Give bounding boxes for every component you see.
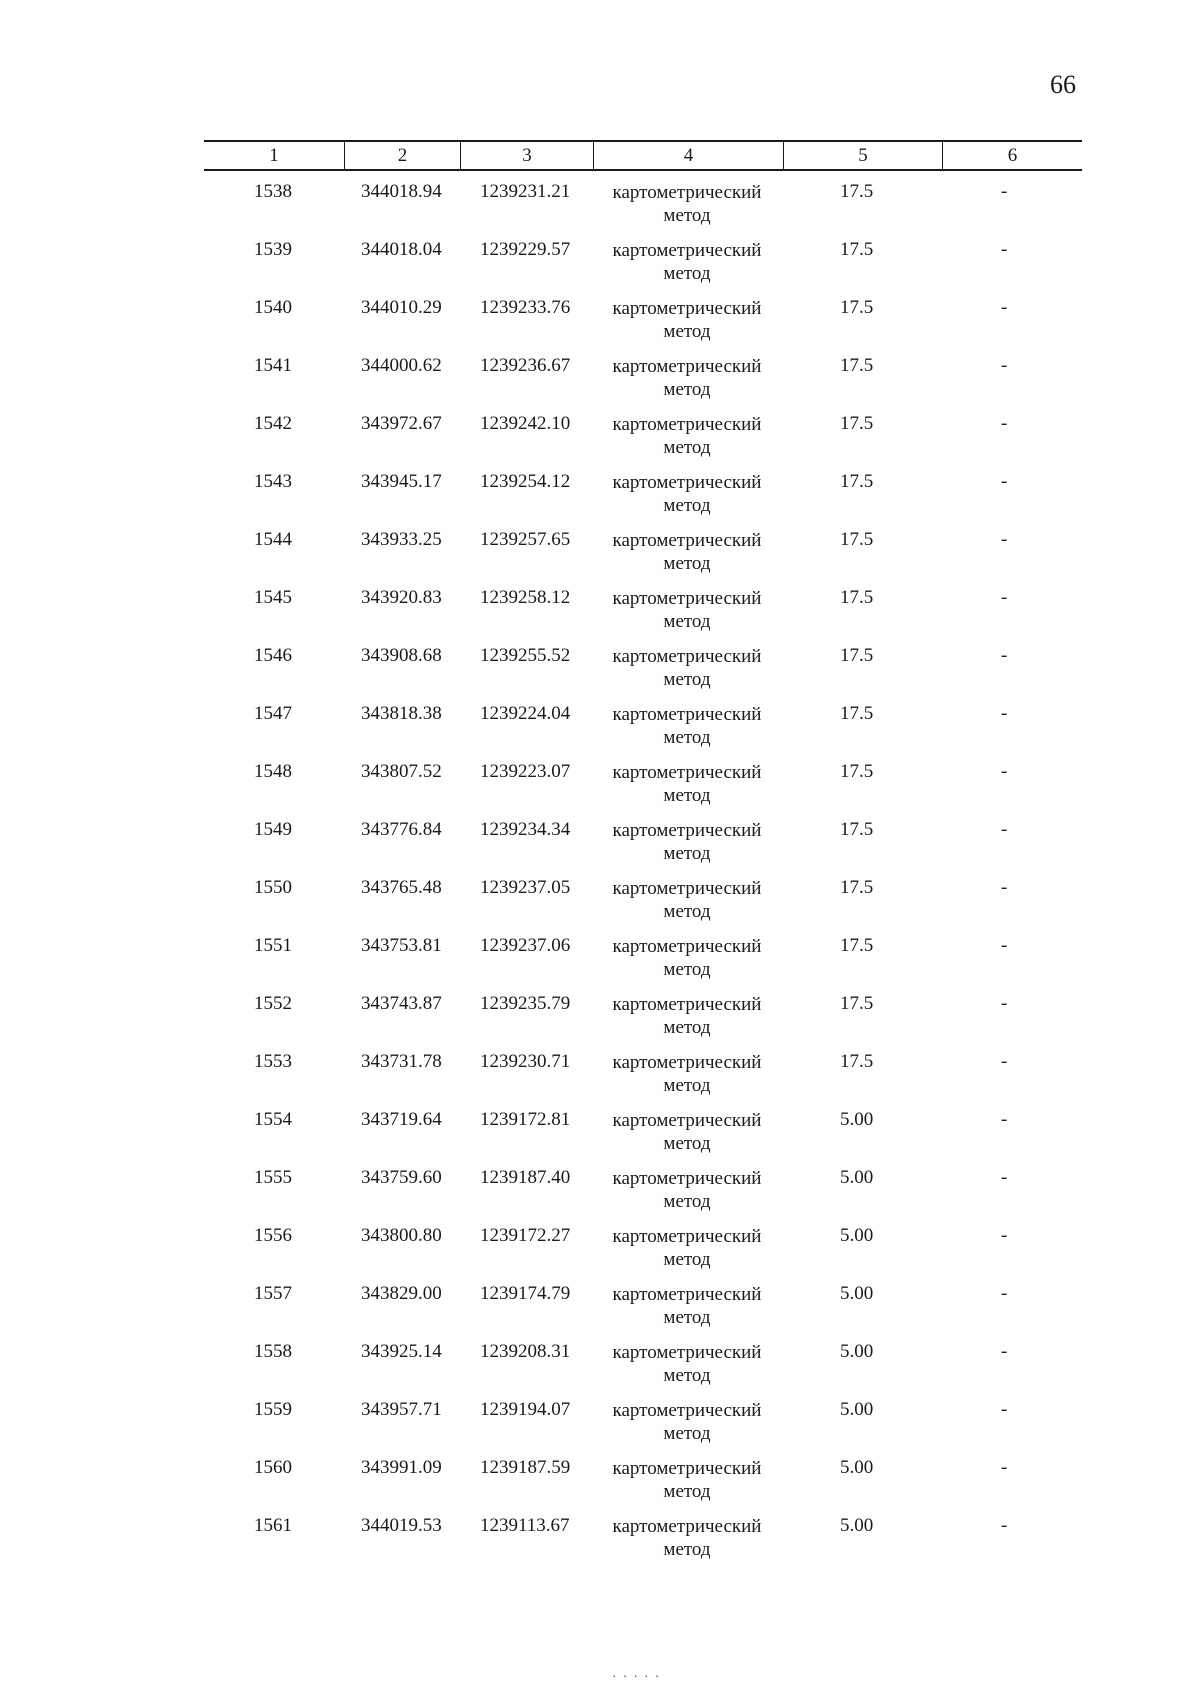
method-line-1: картометрический xyxy=(612,994,762,1015)
note-cell: - xyxy=(1001,935,1008,956)
method-line-2: метод xyxy=(663,553,711,574)
table-row xyxy=(204,819,1082,877)
accuracy-cell: 17.5 xyxy=(840,355,874,376)
method-cell xyxy=(592,1283,782,1329)
accuracy-cell: 17.5 xyxy=(840,587,874,608)
method-cell xyxy=(592,297,782,343)
y-coordinate-cell: 1239230.71 xyxy=(480,1051,571,1072)
point-id-cell: 1542 xyxy=(254,413,292,434)
point-id-cell: 1559 xyxy=(254,1399,292,1420)
method-cell xyxy=(592,587,782,633)
table-row xyxy=(204,1457,1082,1515)
accuracy-cell: 17.5 xyxy=(840,877,874,898)
method-cell xyxy=(592,1515,782,1561)
table-row xyxy=(204,1225,1082,1283)
method-line-1: картометрический xyxy=(612,1110,762,1131)
accuracy-cell: 17.5 xyxy=(840,703,874,724)
method-line-2: метод xyxy=(663,785,711,806)
accuracy-cell: 5.00 xyxy=(840,1515,874,1536)
method-cell xyxy=(592,471,782,517)
table-row xyxy=(204,529,1082,587)
note-cell: - xyxy=(1001,1051,1008,1072)
point-id-cell: 1541 xyxy=(254,355,292,376)
header-cell-5: 5 xyxy=(858,145,868,166)
method-line-2: метод xyxy=(663,843,711,864)
table-row xyxy=(204,239,1082,297)
method-cell xyxy=(592,181,782,227)
note-cell: - xyxy=(1001,877,1008,898)
x-coordinate-cell: 344019.53 xyxy=(361,1515,442,1536)
x-coordinate-cell: 344018.04 xyxy=(361,239,442,260)
x-coordinate-cell: 343731.78 xyxy=(361,1051,442,1072)
accuracy-cell: 17.5 xyxy=(840,239,874,260)
accuracy-cell: 17.5 xyxy=(840,645,874,666)
note-cell: - xyxy=(1001,1167,1008,1188)
y-coordinate-cell: 1239224.04 xyxy=(480,703,571,724)
header-cell-6: 6 xyxy=(1007,145,1018,166)
table-header-row xyxy=(204,140,1082,171)
method-cell xyxy=(592,1225,782,1271)
method-cell xyxy=(592,761,782,807)
table-row xyxy=(204,471,1082,529)
table-row xyxy=(204,355,1082,413)
y-coordinate-cell: 1239174.79 xyxy=(480,1283,571,1304)
accuracy-cell: 17.5 xyxy=(840,935,874,956)
method-line-2: метод xyxy=(663,959,711,980)
x-coordinate-cell: 343743.87 xyxy=(361,993,442,1014)
y-coordinate-cell: 1239194.07 xyxy=(480,1399,571,1420)
method-line-2: метод xyxy=(663,321,711,342)
method-cell xyxy=(592,645,782,691)
method-line-1: картометрический xyxy=(612,1284,762,1305)
y-coordinate-cell: 1239233.76 xyxy=(480,297,571,318)
method-cell xyxy=(592,993,782,1039)
note-cell: - xyxy=(1001,703,1008,724)
point-id-cell: 1546 xyxy=(254,645,292,666)
header-cell-1: 1 xyxy=(269,145,279,166)
page-number: 66 xyxy=(1050,70,1076,99)
x-coordinate-cell: 343776.84 xyxy=(361,819,442,840)
y-coordinate-cell: 1239237.05 xyxy=(480,877,571,898)
accuracy-cell: 5.00 xyxy=(840,1457,874,1478)
x-coordinate-cell: 343719.64 xyxy=(361,1109,442,1130)
point-id-cell: 1545 xyxy=(254,587,292,608)
point-id-cell: 1549 xyxy=(254,819,292,840)
method-line-1: картометрический xyxy=(612,298,762,319)
method-line-1: картометрический xyxy=(612,530,762,551)
x-coordinate-cell: 344018.94 xyxy=(361,181,442,202)
note-cell: - xyxy=(1001,819,1008,840)
note-cell: - xyxy=(1001,587,1008,608)
y-coordinate-cell: 1239235.79 xyxy=(480,993,571,1014)
point-id-cell: 1552 xyxy=(254,993,292,1014)
x-coordinate-cell: 343818.38 xyxy=(361,703,442,724)
note-cell: - xyxy=(1001,761,1008,782)
y-coordinate-cell: 1239208.31 xyxy=(480,1341,571,1362)
scan-artifact-dots: ····· xyxy=(612,1670,666,1685)
table-body xyxy=(204,181,1082,1573)
y-coordinate-cell: 1239254.12 xyxy=(480,471,571,492)
accuracy-cell: 17.5 xyxy=(840,819,874,840)
y-coordinate-cell: 1239172.81 xyxy=(480,1109,571,1130)
x-coordinate-cell: 343957.71 xyxy=(361,1399,442,1420)
header-cell-4: 4 xyxy=(683,145,694,166)
table-row xyxy=(204,1515,1082,1573)
y-coordinate-cell: 1239187.40 xyxy=(480,1167,571,1188)
y-coordinate-cell: 1239237.06 xyxy=(480,935,571,956)
table-row xyxy=(204,181,1082,239)
y-coordinate-cell: 1239258.12 xyxy=(480,587,571,608)
table-row xyxy=(204,1167,1082,1225)
note-cell: - xyxy=(1001,1515,1008,1536)
method-cell xyxy=(592,1341,782,1387)
table-row xyxy=(204,993,1082,1051)
coordinates-table xyxy=(204,140,1082,1560)
x-coordinate-cell: 343920.83 xyxy=(361,587,442,608)
point-id-cell: 1548 xyxy=(254,761,292,782)
table-row xyxy=(204,1399,1082,1457)
method-line-2: метод xyxy=(663,611,711,632)
note-cell: - xyxy=(1001,471,1008,492)
note-cell: - xyxy=(1001,181,1008,202)
method-line-2: метод xyxy=(663,205,711,226)
accuracy-cell: 5.00 xyxy=(840,1283,874,1304)
method-line-2: метод xyxy=(663,437,711,458)
method-line-2: метод xyxy=(663,1075,711,1096)
method-cell xyxy=(592,1399,782,1445)
x-coordinate-cell: 343991.09 xyxy=(361,1457,442,1478)
method-line-1: картометрический xyxy=(612,1458,762,1479)
method-line-2: метод xyxy=(663,1191,711,1212)
method-line-2: метод xyxy=(663,1133,711,1154)
x-coordinate-cell: 343800.80 xyxy=(361,1225,442,1246)
method-line-1: картометрический xyxy=(612,1226,762,1247)
accuracy-cell: 5.00 xyxy=(840,1109,874,1130)
y-coordinate-cell: 1239234.34 xyxy=(480,819,571,840)
x-coordinate-cell: 343829.00 xyxy=(361,1283,442,1304)
point-id-cell: 1557 xyxy=(254,1283,292,1304)
method-line-1: картометрический xyxy=(612,646,762,667)
table-row xyxy=(204,645,1082,703)
x-coordinate-cell: 343765.48 xyxy=(361,877,442,898)
y-coordinate-cell: 1239113.67 xyxy=(480,1515,570,1536)
method-line-1: картометрический xyxy=(612,240,762,261)
accuracy-cell: 5.00 xyxy=(840,1341,874,1362)
note-cell: - xyxy=(1001,645,1008,666)
note-cell: - xyxy=(1001,297,1008,318)
note-cell: - xyxy=(1001,1109,1008,1130)
point-id-cell: 1543 xyxy=(254,471,292,492)
method-line-1: картометрический xyxy=(612,1052,762,1073)
point-id-cell: 1539 xyxy=(254,239,292,260)
note-cell: - xyxy=(1001,1225,1008,1246)
x-coordinate-cell: 343933.25 xyxy=(361,529,442,550)
note-cell: - xyxy=(1001,1457,1008,1478)
method-cell xyxy=(592,935,782,981)
method-line-2: метод xyxy=(663,379,711,400)
method-cell xyxy=(592,355,782,401)
table-row xyxy=(204,1283,1082,1341)
x-coordinate-cell: 343925.14 xyxy=(361,1341,442,1362)
accuracy-cell: 17.5 xyxy=(840,1051,874,1072)
method-cell xyxy=(592,1051,782,1097)
x-coordinate-cell: 343908.68 xyxy=(361,645,442,666)
method-cell xyxy=(592,1457,782,1503)
x-coordinate-cell: 343972.67 xyxy=(361,413,442,434)
x-coordinate-cell: 343807.52 xyxy=(361,761,442,782)
method-line-2: метод xyxy=(663,1423,711,1444)
point-id-cell: 1561 xyxy=(254,1515,292,1536)
note-cell: - xyxy=(1001,355,1008,376)
method-line-2: метод xyxy=(663,1307,711,1328)
accuracy-cell: 5.00 xyxy=(840,1167,874,1188)
table-row xyxy=(204,1109,1082,1167)
accuracy-cell: 17.5 xyxy=(840,181,874,202)
header-cell-3: 3 xyxy=(522,145,532,166)
table-row xyxy=(204,297,1082,355)
method-line-2: метод xyxy=(663,1249,711,1270)
accuracy-cell: 17.5 xyxy=(840,413,874,434)
table-row xyxy=(204,413,1082,471)
table-row xyxy=(204,761,1082,819)
method-line-2: метод xyxy=(663,1481,711,1502)
method-line-2: метод xyxy=(663,1365,711,1386)
y-coordinate-cell: 1239187.59 xyxy=(480,1457,571,1478)
accuracy-cell: 17.5 xyxy=(840,529,874,550)
point-id-cell: 1538 xyxy=(254,181,292,202)
note-cell: - xyxy=(1001,1283,1008,1304)
point-id-cell: 1558 xyxy=(254,1341,292,1362)
note-cell: - xyxy=(1001,993,1008,1014)
method-line-1: картометрический xyxy=(612,936,762,957)
point-id-cell: 1554 xyxy=(254,1109,292,1130)
method-cell xyxy=(592,413,782,459)
point-id-cell: 1556 xyxy=(254,1225,292,1246)
y-coordinate-cell: 1239231.21 xyxy=(480,181,571,202)
method-line-2: метод xyxy=(663,263,711,284)
point-id-cell: 1550 xyxy=(254,877,292,898)
point-id-cell: 1551 xyxy=(254,935,292,956)
accuracy-cell: 17.5 xyxy=(840,471,874,492)
method-cell xyxy=(592,1167,782,1213)
note-cell: - xyxy=(1001,1341,1008,1362)
x-coordinate-cell: 344000.62 xyxy=(361,355,442,376)
note-cell: - xyxy=(1001,413,1008,434)
method-cell xyxy=(592,239,782,285)
point-id-cell: 1553 xyxy=(254,1051,292,1072)
y-coordinate-cell: 1239223.07 xyxy=(480,761,571,782)
method-line-2: метод xyxy=(663,1539,711,1560)
point-id-cell: 1540 xyxy=(254,297,292,318)
point-id-cell: 1544 xyxy=(254,529,292,550)
table-row xyxy=(204,587,1082,645)
method-line-2: метод xyxy=(663,727,711,748)
x-coordinate-cell: 344010.29 xyxy=(361,297,442,318)
method-line-1: картометрический xyxy=(612,182,762,203)
y-coordinate-cell: 1239242.10 xyxy=(480,413,571,434)
method-line-2: метод xyxy=(663,495,711,516)
note-cell: - xyxy=(1001,239,1008,260)
x-coordinate-cell: 343753.81 xyxy=(361,935,442,956)
x-coordinate-cell: 343945.17 xyxy=(361,471,442,492)
method-line-1: картометрический xyxy=(612,472,762,493)
note-cell: - xyxy=(1001,529,1008,550)
accuracy-cell: 17.5 xyxy=(840,297,874,318)
method-line-2: метод xyxy=(663,1017,711,1038)
accuracy-cell: 17.5 xyxy=(840,761,874,782)
y-coordinate-cell: 1239257.65 xyxy=(480,529,571,550)
y-coordinate-cell: 1239236.67 xyxy=(480,355,571,376)
y-coordinate-cell: 1239172.27 xyxy=(480,1225,571,1246)
method-cell xyxy=(592,1109,782,1155)
method-cell xyxy=(592,529,782,575)
table-row xyxy=(204,877,1082,935)
method-cell xyxy=(592,703,782,749)
table-row xyxy=(204,1341,1082,1399)
method-line-1: картометрический xyxy=(612,414,762,435)
method-line-2: метод xyxy=(663,669,711,690)
table-row xyxy=(204,703,1082,761)
point-id-cell: 1547 xyxy=(254,703,292,724)
y-coordinate-cell: 1239229.57 xyxy=(480,239,571,260)
header-cell-2: 2 xyxy=(397,145,408,166)
note-cell: - xyxy=(1001,1399,1008,1420)
method-line-1: картометрический xyxy=(612,878,762,899)
method-line-1: картометрический xyxy=(612,1400,762,1421)
method-line-1: картометрический xyxy=(612,1168,762,1189)
table-row xyxy=(204,935,1082,993)
accuracy-cell: 5.00 xyxy=(840,1399,874,1420)
method-line-1: картометрический xyxy=(612,704,762,725)
table-row xyxy=(204,1051,1082,1109)
accuracy-cell: 17.5 xyxy=(840,993,874,1014)
method-cell xyxy=(592,877,782,923)
method-line-1: картометрический xyxy=(612,820,762,841)
method-line-1: картометрический xyxy=(612,762,762,783)
method-line-1: картометрический xyxy=(612,356,762,377)
method-line-1: картометрический xyxy=(612,1342,762,1363)
accuracy-cell: 5.00 xyxy=(840,1225,874,1246)
method-line-2: метод xyxy=(663,901,711,922)
point-id-cell: 1560 xyxy=(254,1457,292,1478)
method-line-1: картометрический xyxy=(612,1516,762,1537)
x-coordinate-cell: 343759.60 xyxy=(361,1167,442,1188)
y-coordinate-cell: 1239255.52 xyxy=(480,645,571,666)
method-cell xyxy=(592,819,782,865)
point-id-cell: 1555 xyxy=(254,1167,292,1188)
method-line-1: картометрический xyxy=(612,588,762,609)
